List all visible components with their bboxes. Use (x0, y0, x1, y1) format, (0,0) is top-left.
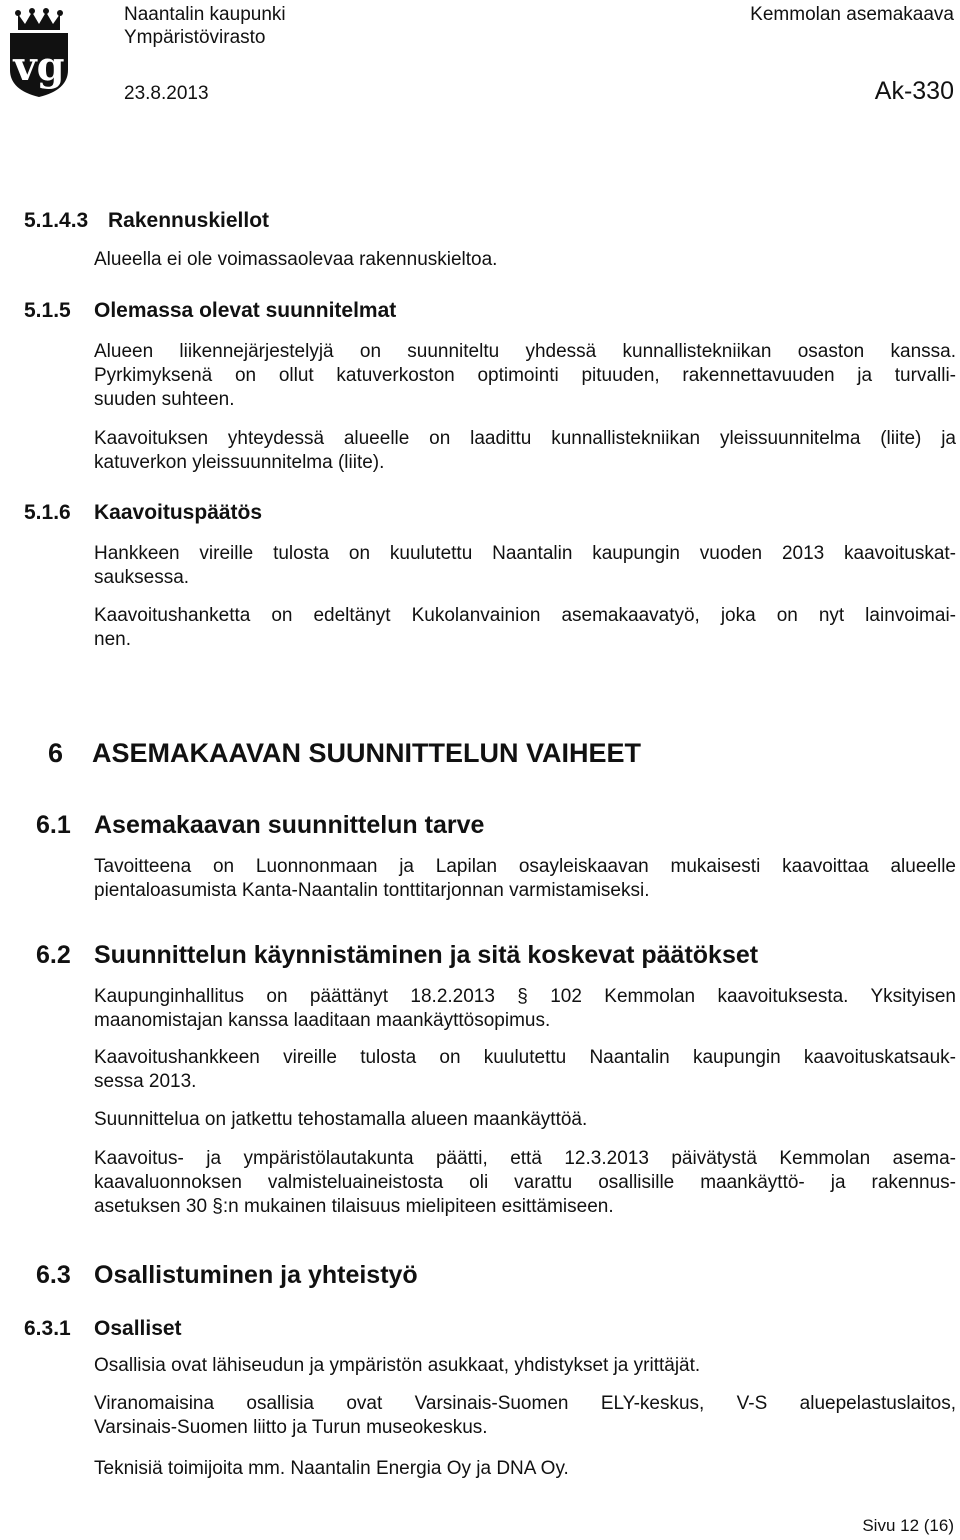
page-number: Sivu 12 (16) (862, 1516, 954, 1535)
heading-number: 5.1.6 (24, 501, 71, 524)
heading-516 (0, 500, 960, 526)
heading-number: 6.3 (36, 1261, 71, 1289)
heading-number: 5.1.4.3 (24, 209, 89, 232)
heading-title: Osalliset (94, 1317, 182, 1340)
paragraph: Kaavoitus- ja ympäristölautakunta päätti, että 12.3.2013 päivätystä Kemmolan asema- kaavaluonnoksen valmisteluaineistosta oli varattu osallisille maankäyttö- ja rakennus- asetuksen 30 §:n mukainen tilaisuus mielipiteen esittämiseen. (94, 1148, 956, 1217)
paragraph: Kaupunginhallitus on päättänyt 18.2.2013 § 102 Kemmolan kaavoituksesta. Yksityisen maanomistajan kanssa laaditaan maankäyttösopimus. (94, 986, 956, 1031)
heading-title: Osallistuminen ja yhteistyö (94, 1261, 418, 1289)
heading-63 (0, 1260, 960, 1290)
heading-5143 (0, 208, 960, 234)
paragraph: Hankkeen vireille tulosta on kuulutettu Naantalin kaupungin vuoden 2013 kaavoituskat- sauksessa. (94, 543, 956, 588)
heading-515 (0, 298, 960, 324)
paragraph: Osallisia ovat lähiseudun ja ympäristön asukkaat, yhdistykset ja yrittäjät. (94, 1355, 701, 1376)
doc-title: Kemmolan asemakaava (750, 4, 954, 25)
paragraph: Viranomaisina osallisia ovat Varsinais-Suomen ELY-keskus, V-S aluepelastuslaitos, Varsinais-Suomen liitto ja Turun museokeskus. (94, 1393, 956, 1438)
city-logo (6, 8, 72, 103)
paragraph: Suunnittelua on jatkettu tehostamalla alueen maankäyttöä. (94, 1109, 588, 1130)
paragraph: Tavoitteena on Luonnonmaan ja Lapilan osayleiskaavan mukaisesti kaavoittaa alueelle pientaloasumista Kanta-Naantalin tonttitarjonnan varmistamiseksi. (94, 856, 956, 901)
paragraph: Alueen liikennejärjestelyjä on suunniteltu yhdessä kunnallistekniikan osaston kanssa. Pyrkimyksenä on ollut katuverkoston optimointi pituuden, rakennettavuuden ja turvalli- suuden suhteen. (94, 341, 956, 410)
heading-631 (0, 1316, 960, 1342)
heading-title: Suunnittelun käynnistäminen ja sitä koskevat päätökset (94, 941, 759, 969)
heading-62 (0, 940, 960, 970)
heading-number: 5.1.5 (24, 299, 71, 322)
paragraph: Kaavoituksen yhteydessä alueelle on laadittu kunnallistekniikan yleissuunnitelma (liite) ja katuverkon yleissuunnitelma (liite). (94, 428, 956, 473)
header-date: 23.8.2013 (124, 83, 209, 104)
paragraph: Kaavoitushanketta on edeltänyt Kukolanvainion asemakaavatyö, joka on nyt lainvoimai- nen. (94, 605, 956, 650)
heading-title: Olemassa olevat suunnitelmat (94, 299, 397, 322)
crown-shield-logo-icon (6, 8, 72, 98)
paragraph: Kaavoitushankkeen vireille tulosta on kuulutettu Naantalin kaupungin kaavoituskatsauk- sessa 2013. (94, 1047, 956, 1092)
paragraph: Teknisiä toimijoita mm. Naantalin Energia Oy ja DNA Oy. (94, 1458, 569, 1479)
heading-number: 6 (48, 738, 64, 768)
doc-code: Ak-330 (874, 77, 954, 105)
heading-number: 6.3.1 (24, 1317, 71, 1340)
heading-title: Asemakaavan suunnittelun tarve (94, 811, 485, 839)
heading-61 (0, 810, 960, 840)
paragraph: Alueella ei ole voimassaolevaa rakennuskieltoa. (94, 249, 498, 270)
heading-title: ASEMAKAAVAN SUUNNITTELUN VAIHEET (92, 738, 642, 768)
org-department: Ympäristövirasto (124, 27, 266, 48)
svg-text:vg: vg (13, 43, 65, 90)
heading-title: Kaavoituspäätös (94, 501, 263, 524)
heading-number: 6.2 (36, 941, 71, 969)
heading-6 (0, 737, 960, 769)
heading-title: Rakennuskiellot (108, 209, 270, 232)
org-name: Naantalin kaupunki (124, 4, 286, 25)
heading-number: 6.1 (36, 811, 71, 839)
